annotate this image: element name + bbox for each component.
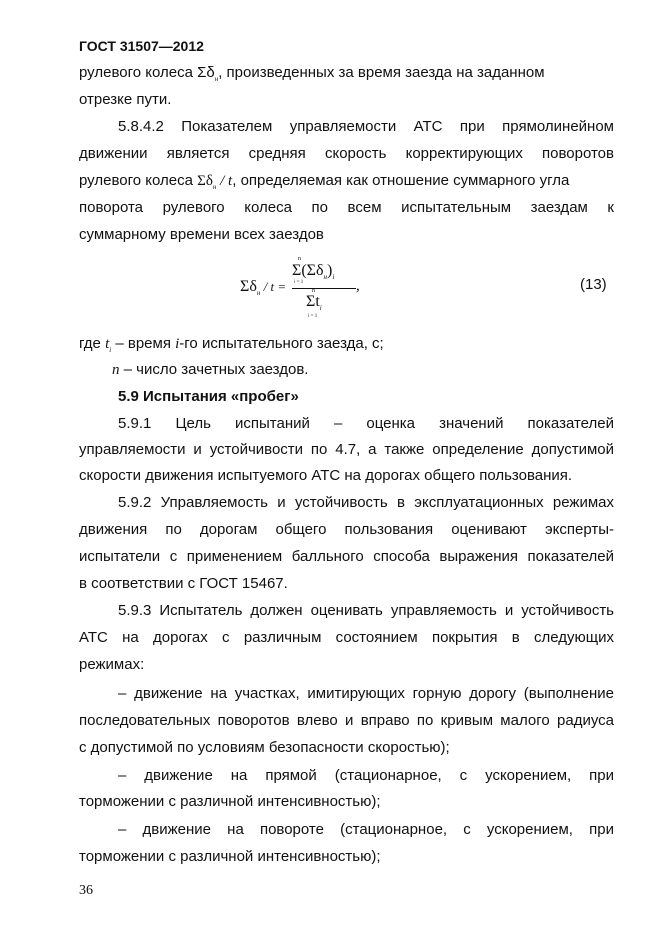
text-span: рулевого колеса: [79, 172, 198, 189]
subscript: i: [319, 304, 322, 313]
text-span: рулевого колеса Σδ: [79, 64, 215, 81]
text-line: последовательных поворотов влево и вправо по кривым малого радиуса: [79, 712, 614, 729]
text-line: в соответствии с ГОСТ 15467.: [79, 575, 288, 592]
sum-upper-limit: n: [312, 288, 315, 294]
formula-denominator: [306, 293, 322, 312]
fraction-bar: [292, 288, 356, 289]
sum-lower-limit: i = 1: [294, 280, 304, 285]
text-line: 5.9.1 Цель испытаний – оценка значений показателей: [118, 415, 614, 432]
text-line: 5.8.4.2 Показателем управляемости АТС при прямолинейном: [118, 118, 614, 135]
list-item: – движение на повороте (стационарное, с ускорением, при: [118, 821, 614, 838]
math-symbol: Σt: [306, 293, 320, 310]
text-line: [112, 361, 608, 379]
subscript: н: [323, 273, 327, 282]
sum-lower-limit: i = 1: [308, 314, 318, 319]
math-variable: i: [175, 336, 180, 352]
list-item: – движение на прямой (стационарное, с ускорением, при: [118, 767, 614, 784]
text-line: торможении с различной интенсивностью);: [79, 848, 381, 865]
subscript: н: [256, 289, 261, 298]
math-symbol: ): [326, 262, 333, 279]
text-line: скорости движения испытуемого АТС на дорогах общего пользования.: [79, 467, 573, 484]
text-span: , определяемая как отношение суммарного угла: [232, 172, 570, 189]
math-variable: t: [105, 336, 110, 352]
math-symbol: Σ(Σδ: [292, 262, 324, 279]
text-line: [79, 172, 614, 196]
text-line: АТС на дорогах с различным состоянием покрытия в следующих: [79, 629, 614, 646]
text-span: , произведенных за время заезда на заданном: [218, 64, 545, 81]
math-symbol: Σδ: [197, 173, 213, 189]
document-header: ГОСТ 31507—2012: [79, 38, 204, 54]
formula-numerator: [292, 262, 334, 281]
sum-upper-limit: n: [298, 256, 301, 262]
formula-comma: ,: [356, 278, 360, 294]
text-line: управляемости и устойчивости по 4.7, а также определение допустимой: [79, 441, 614, 458]
text-line: с допустимой по условиям безопасности скоростью);: [79, 739, 450, 756]
equation-number: (13): [580, 276, 607, 293]
section-heading: 5.9 Испытания «пробег»: [118, 388, 299, 405]
text-line: [79, 64, 614, 88]
formula-lhs: [240, 278, 286, 297]
text-line: суммарному времени всех заездов: [79, 226, 324, 243]
text-span: – время: [111, 335, 176, 352]
text-line: торможении с различной интенсивностью);: [79, 793, 381, 810]
subscript: i: [109, 346, 112, 354]
formula-fraction: [292, 258, 358, 324]
text-line: отрезке пути.: [79, 91, 172, 108]
text-span: где: [79, 335, 106, 352]
text-line: 5.9.2 Управляемость и устойчивость в эксплуатационных режимах: [118, 494, 614, 511]
text-span: -го испытательного заезда, с;: [179, 335, 384, 352]
text-line: движения по дорогам общего пользования оценивают эксперты-: [79, 521, 614, 538]
list-item: – движение на участках, имитирующих горную дорогу (выполнение: [118, 685, 614, 702]
text-line: режимах:: [79, 656, 145, 673]
page-number: 36: [79, 883, 93, 898]
subscript: н: [212, 183, 217, 191]
math-variable: / t: [216, 173, 233, 189]
text-line: 5.9.3 Испытатель должен оценивать управляемость и устойчивость: [118, 602, 614, 619]
text-span: – число зачетных заездов.: [119, 361, 309, 378]
text-line: движении является средняя скорость корректирующих поворотов: [79, 145, 614, 162]
text-line: испытатели с применением балльного способа выражения показателей: [79, 548, 614, 565]
text-line: [79, 335, 614, 359]
math-variable: / t =: [260, 279, 287, 294]
text-line: поворота рулевого колеса по всем испытательным заездам к: [79, 199, 614, 216]
subscript: н: [214, 75, 219, 83]
subscript: i: [332, 273, 335, 282]
math-variable: n: [112, 362, 120, 378]
math-symbol: Σδ: [240, 278, 257, 295]
formula-13: [240, 258, 370, 324]
